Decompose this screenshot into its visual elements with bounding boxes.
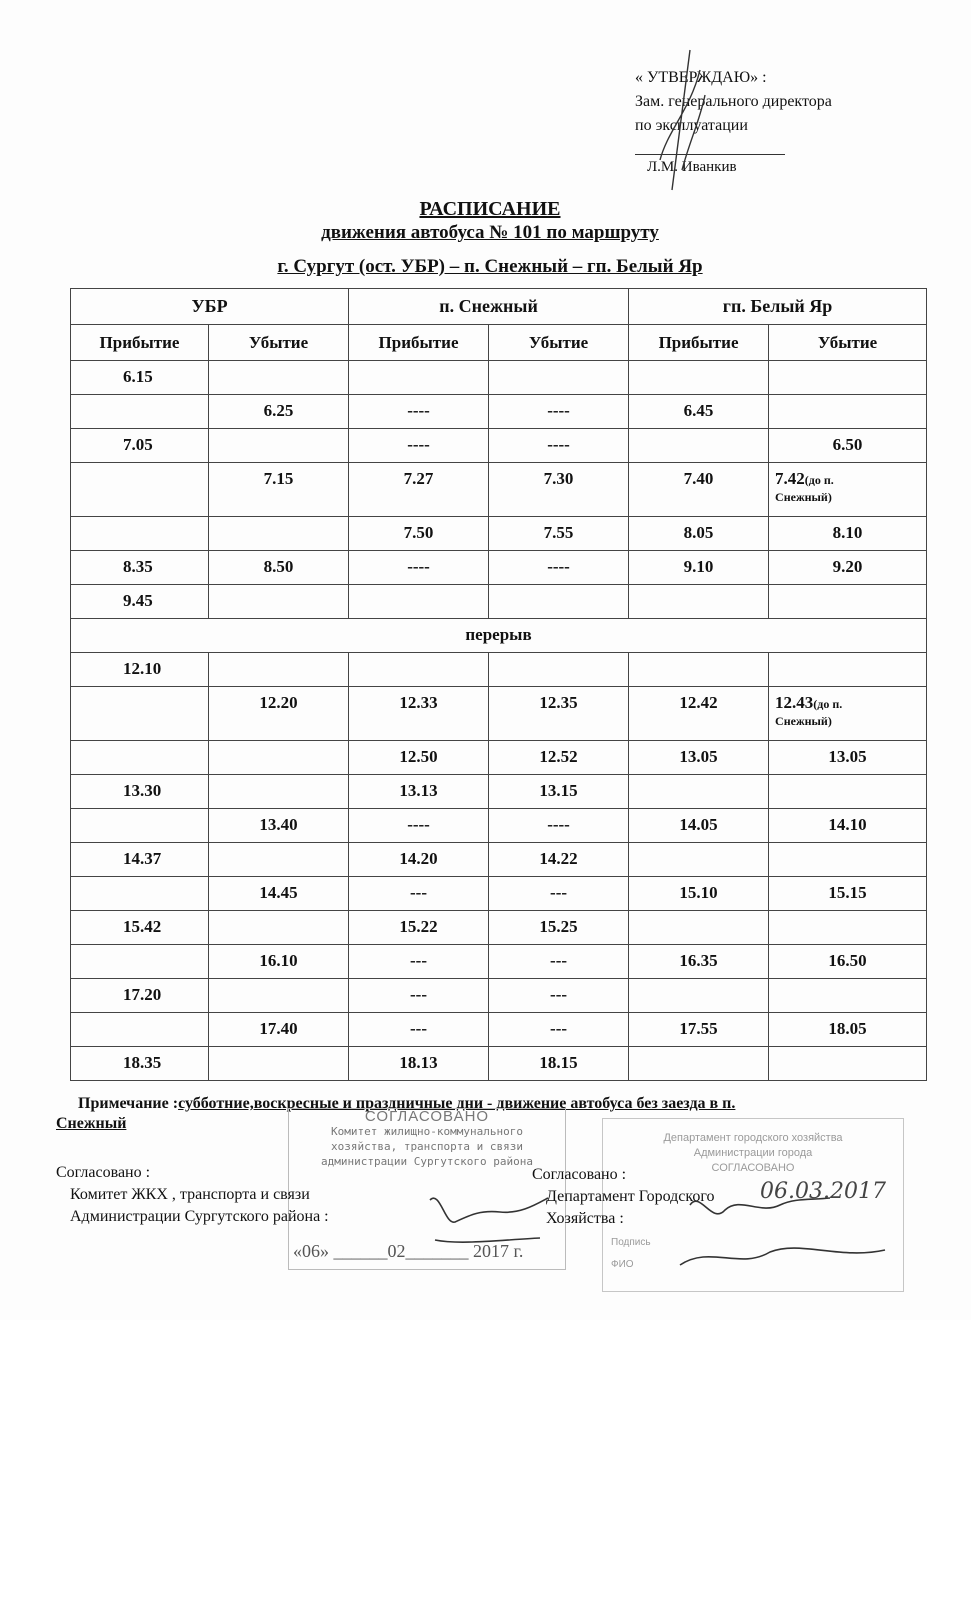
table-cell <box>71 1047 209 1081</box>
table-cell <box>489 945 629 979</box>
stamp-date: «06» ______02_______ 2017 г. <box>293 1241 524 1261</box>
stamp-title: СОГЛАСОВАНО <box>364 1108 490 1125</box>
cell-value: 7.30 <box>543 469 574 488</box>
table-cell <box>71 687 209 741</box>
approval-signature-line <box>635 140 785 155</box>
stop-header: гп. Белый Яр <box>629 289 927 325</box>
approval-position-2: по эксплуатации <box>635 117 748 134</box>
cell-value: ---- <box>407 435 430 454</box>
agreement-org: Департамент Городского <box>546 1188 715 1205</box>
table-row <box>71 361 927 395</box>
cell-value: ---- <box>407 401 430 420</box>
table-cell <box>769 775 927 809</box>
table-cell <box>489 463 629 517</box>
cell-note: Снежный) <box>775 714 832 728</box>
cell-value: 17.40 <box>259 1019 298 1038</box>
remark-text: субботние,воскресные и праздничные дни - движение автобуса без заезда в п. <box>178 1095 736 1112</box>
table-cell <box>629 809 769 843</box>
stop-header-row <box>71 289 927 325</box>
table-cell <box>349 741 489 775</box>
cell-value: 15.25 <box>539 917 578 936</box>
table-cell <box>349 809 489 843</box>
cell-value: 13.30 <box>123 781 162 800</box>
table-cell <box>349 517 489 551</box>
column-header: Прибытие <box>629 325 769 361</box>
cell-value: 7.42 <box>775 469 805 488</box>
table-cell <box>489 877 629 911</box>
table-cell <box>71 911 209 945</box>
table-cell <box>209 429 349 463</box>
table-cell <box>209 653 349 687</box>
cell-value: 14.45 <box>259 883 298 902</box>
cell-value: 18.13 <box>399 1053 438 1072</box>
agreement-org-2: Администрации Сургутского района : <box>70 1208 329 1225</box>
column-header-row <box>71 325 927 361</box>
table-row <box>71 687 927 741</box>
table-cell <box>71 463 209 517</box>
cell-value: 16.35 <box>679 951 718 970</box>
agreement-right <box>532 1164 714 1230</box>
table-cell <box>629 911 769 945</box>
cell-value: ---- <box>547 401 570 420</box>
table-cell <box>349 429 489 463</box>
table-cell <box>489 687 629 741</box>
cell-value: 12.33 <box>399 693 438 712</box>
table-cell <box>629 361 769 395</box>
table-row <box>71 551 927 585</box>
table-cell <box>769 1013 927 1047</box>
table-row <box>71 911 927 945</box>
table-row <box>71 653 927 687</box>
agreement-heading: Согласовано : <box>56 1164 151 1181</box>
approval-name: Л.М. Иванкив <box>647 159 737 175</box>
cell-note: (до п. <box>813 697 843 711</box>
table-cell <box>209 551 349 585</box>
cell-value: 7.40 <box>683 469 714 488</box>
cell-value: 8.35 <box>123 557 153 576</box>
table-cell <box>769 979 927 1013</box>
table-cell <box>349 585 489 619</box>
stamp-line: хозяйства, транспорта и связи <box>330 1140 524 1153</box>
table-cell <box>629 395 769 429</box>
cell-value: 7.05 <box>123 435 153 454</box>
cell-value: 15.15 <box>828 883 867 902</box>
table-row <box>71 463 927 517</box>
table-cell <box>769 945 927 979</box>
cell-value: --- <box>550 883 568 902</box>
table-row <box>71 945 927 979</box>
stamp-date-month: 02 <box>387 1241 406 1261</box>
table-cell <box>209 1047 349 1081</box>
cell-value: 8.05 <box>683 523 714 542</box>
table-cell <box>629 843 769 877</box>
cell-value: 17.20 <box>123 985 162 1004</box>
cell-value: 9.45 <box>123 591 153 610</box>
cell-value: 14.20 <box>399 849 438 868</box>
table-cell <box>209 877 349 911</box>
table-cell <box>349 979 489 1013</box>
cell-value: ---- <box>547 815 570 834</box>
column-header: Убытие <box>769 325 927 361</box>
table-cell <box>769 809 927 843</box>
table-row <box>71 429 927 463</box>
table-cell <box>769 877 927 911</box>
table-cell <box>629 1013 769 1047</box>
table-cell <box>209 809 349 843</box>
cell-value: 18.05 <box>828 1019 867 1038</box>
table-cell <box>209 775 349 809</box>
cell-value: 14.22 <box>539 849 578 868</box>
table-cell <box>349 877 489 911</box>
cell-value: 18.35 <box>123 1053 162 1072</box>
cell-value: --- <box>550 1019 568 1038</box>
table-cell <box>489 429 629 463</box>
blank-area <box>0 1320 971 1600</box>
column-header: Убытие <box>489 325 629 361</box>
cell-value: 9.10 <box>683 557 714 576</box>
table-cell <box>769 429 927 463</box>
stamp-line: Администрации города <box>693 1147 813 1159</box>
cell-note: (до п. <box>804 473 834 487</box>
table-row <box>71 1013 927 1047</box>
table-cell <box>71 843 209 877</box>
table-cell <box>489 395 629 429</box>
table-cell <box>489 741 629 775</box>
table-cell <box>209 945 349 979</box>
page-title: РАСПИСАНИЕ <box>419 198 561 220</box>
cell-value: 13.05 <box>828 747 867 766</box>
cell-value: --- <box>550 985 568 1004</box>
cell-value: 6.25 <box>263 401 294 420</box>
cell-value: 15.22 <box>399 917 438 936</box>
table-cell <box>71 653 209 687</box>
table-cell <box>489 361 629 395</box>
cell-value: 6.50 <box>832 435 863 454</box>
table-cell <box>71 945 209 979</box>
cell-value: 12.50 <box>399 747 438 766</box>
cell-value: 14.37 <box>123 849 162 868</box>
cell-value: 6.45 <box>683 401 714 420</box>
cell-value: 15.42 <box>123 917 162 936</box>
cell-value: 13.15 <box>539 781 578 800</box>
table-cell <box>769 1047 927 1081</box>
table-row <box>71 517 927 551</box>
table-cell <box>489 911 629 945</box>
stamp-line: Комитет жилищно-коммунального <box>330 1125 524 1138</box>
cell-value: 7.15 <box>263 469 294 488</box>
cell-value: 13.40 <box>259 815 298 834</box>
stamp-sign-label: Подпись <box>611 1237 651 1248</box>
cell-value: --- <box>410 883 427 902</box>
cell-value: ---- <box>547 435 570 454</box>
approval-position: Зам. генерального директора <box>635 93 832 110</box>
table-cell <box>349 463 489 517</box>
table-cell <box>209 911 349 945</box>
table-cell <box>489 1013 629 1047</box>
agreement-org: Комитет ЖКХ , транспорта и связи <box>70 1186 310 1203</box>
table-cell <box>489 551 629 585</box>
table-cell <box>629 463 769 517</box>
table-cell <box>629 741 769 775</box>
table-cell <box>629 653 769 687</box>
table-cell <box>71 979 209 1013</box>
table-cell <box>629 687 769 741</box>
page-subtitle: движения автобуса № 101 по маршруту <box>321 222 659 243</box>
table-cell <box>489 775 629 809</box>
table-row <box>71 843 927 877</box>
table-cell <box>629 877 769 911</box>
cell-value: 14.10 <box>828 815 867 834</box>
break-label: перерыв <box>71 619 927 653</box>
break-row <box>71 619 927 653</box>
table-cell <box>71 585 209 619</box>
table-cell <box>489 1047 629 1081</box>
approval-block <box>635 66 935 179</box>
stamp-name-label: ФИО <box>611 1259 634 1270</box>
cell-value: 8.10 <box>832 523 863 542</box>
table-cell <box>489 653 629 687</box>
table-cell <box>769 911 927 945</box>
cell-value: 8.50 <box>263 557 294 576</box>
table-cell <box>489 843 629 877</box>
table-cell <box>209 1013 349 1047</box>
cell-value: 12.10 <box>123 659 162 678</box>
table-cell <box>349 911 489 945</box>
table-cell <box>349 395 489 429</box>
table-cell <box>349 551 489 585</box>
table-cell <box>629 979 769 1013</box>
table-cell <box>769 551 927 585</box>
table-cell <box>71 1013 209 1047</box>
handwritten-date: 06.03.2017 <box>760 1179 886 1204</box>
cell-value: --- <box>410 951 427 970</box>
table-cell <box>209 361 349 395</box>
cell-value: 12.43 <box>775 693 814 712</box>
table-cell <box>71 429 209 463</box>
table-row <box>71 741 927 775</box>
table-cell <box>209 585 349 619</box>
column-header: Прибытие <box>71 325 209 361</box>
route-title: г. Сургут (ост. УБР) – п. Снежный – гп. Белый Яр <box>277 256 703 277</box>
table-row <box>71 775 927 809</box>
stamp-date-day: 06 <box>302 1241 320 1261</box>
table-cell <box>489 979 629 1013</box>
table-cell <box>349 945 489 979</box>
cell-value: 13.05 <box>679 747 718 766</box>
cell-value: 15.10 <box>679 883 718 902</box>
table-cell <box>769 843 927 877</box>
table-cell <box>71 775 209 809</box>
table-cell <box>629 585 769 619</box>
table-cell <box>71 395 209 429</box>
table-cell <box>349 775 489 809</box>
column-header: Убытие <box>209 325 349 361</box>
cell-value: 18.15 <box>539 1053 578 1072</box>
remark-tail: Снежный <box>56 1115 127 1132</box>
table-cell <box>629 1047 769 1081</box>
table-row <box>71 585 927 619</box>
cell-value: --- <box>410 1019 427 1038</box>
table-row <box>71 979 927 1013</box>
cell-value: 12.42 <box>679 693 718 712</box>
table-row <box>71 809 927 843</box>
cell-value: 9.20 <box>832 557 863 576</box>
table-cell <box>209 517 349 551</box>
table-cell <box>71 517 209 551</box>
cell-value: 7.55 <box>543 523 574 542</box>
table-cell <box>71 551 209 585</box>
cell-value: 16.50 <box>828 951 867 970</box>
cell-value: 16.10 <box>259 951 298 970</box>
table-cell <box>349 653 489 687</box>
approval-stamp-left <box>288 1108 566 1270</box>
agreement-left <box>56 1162 329 1228</box>
cell-value: 7.50 <box>403 523 434 542</box>
schedule-table <box>70 288 927 1081</box>
agreement-heading: Согласовано : <box>532 1166 627 1183</box>
table-cell <box>209 843 349 877</box>
table-cell <box>769 463 927 517</box>
cell-value: 12.20 <box>259 693 298 712</box>
table-cell <box>769 687 927 741</box>
table-cell <box>209 687 349 741</box>
table-cell <box>349 1047 489 1081</box>
table-cell <box>629 945 769 979</box>
approval-heading: « УТВЕРЖДАЮ» : <box>635 69 767 86</box>
cell-value: ---- <box>407 815 430 834</box>
cell-value: 14.05 <box>679 815 718 834</box>
cell-value: --- <box>410 985 427 1004</box>
table-cell <box>209 741 349 775</box>
cell-value: 7.27 <box>403 469 434 488</box>
table-cell <box>489 809 629 843</box>
table-row <box>71 877 927 911</box>
cell-note: Снежный) <box>775 490 832 504</box>
stamp-line: Департамент городского хозяйства <box>663 1132 843 1144</box>
table-cell <box>769 361 927 395</box>
stamp-date-year: 2017 <box>473 1241 509 1261</box>
table-row <box>71 395 927 429</box>
table-cell <box>769 741 927 775</box>
stop-header: УБР <box>71 289 349 325</box>
table-cell <box>349 361 489 395</box>
cell-value: 13.13 <box>399 781 438 800</box>
table-cell <box>629 429 769 463</box>
cell-value: 12.52 <box>539 747 578 766</box>
table-cell <box>489 517 629 551</box>
table-cell <box>209 463 349 517</box>
table-cell <box>629 551 769 585</box>
table-cell <box>629 517 769 551</box>
agreement-org-2: Хозяйства : <box>546 1210 624 1227</box>
cell-value: 12.35 <box>539 693 578 712</box>
stamp-line: СОГЛАСОВАНО <box>711 1162 795 1174</box>
table-cell <box>71 741 209 775</box>
table-cell <box>71 877 209 911</box>
table-cell <box>629 775 769 809</box>
table-cell <box>349 843 489 877</box>
table-cell <box>209 979 349 1013</box>
table-cell <box>349 687 489 741</box>
table-cell <box>489 585 629 619</box>
table-cell <box>209 395 349 429</box>
table-cell <box>71 361 209 395</box>
cell-value: ---- <box>547 557 570 576</box>
cell-value: ---- <box>407 557 430 576</box>
table-cell <box>769 585 927 619</box>
table-cell <box>769 653 927 687</box>
table-cell <box>769 395 927 429</box>
cell-value: 17.55 <box>679 1019 718 1038</box>
remark-label: Примечание : <box>78 1095 179 1112</box>
cell-value: 6.15 <box>123 367 153 386</box>
stamp-line: администрации Сургутского района <box>321 1155 533 1168</box>
column-header: Прибытие <box>349 325 489 361</box>
stop-header: п. Снежный <box>349 289 629 325</box>
table-cell <box>71 809 209 843</box>
table-cell <box>769 517 927 551</box>
table-row <box>71 1047 927 1081</box>
table-cell <box>349 1013 489 1047</box>
cell-value: --- <box>550 951 568 970</box>
